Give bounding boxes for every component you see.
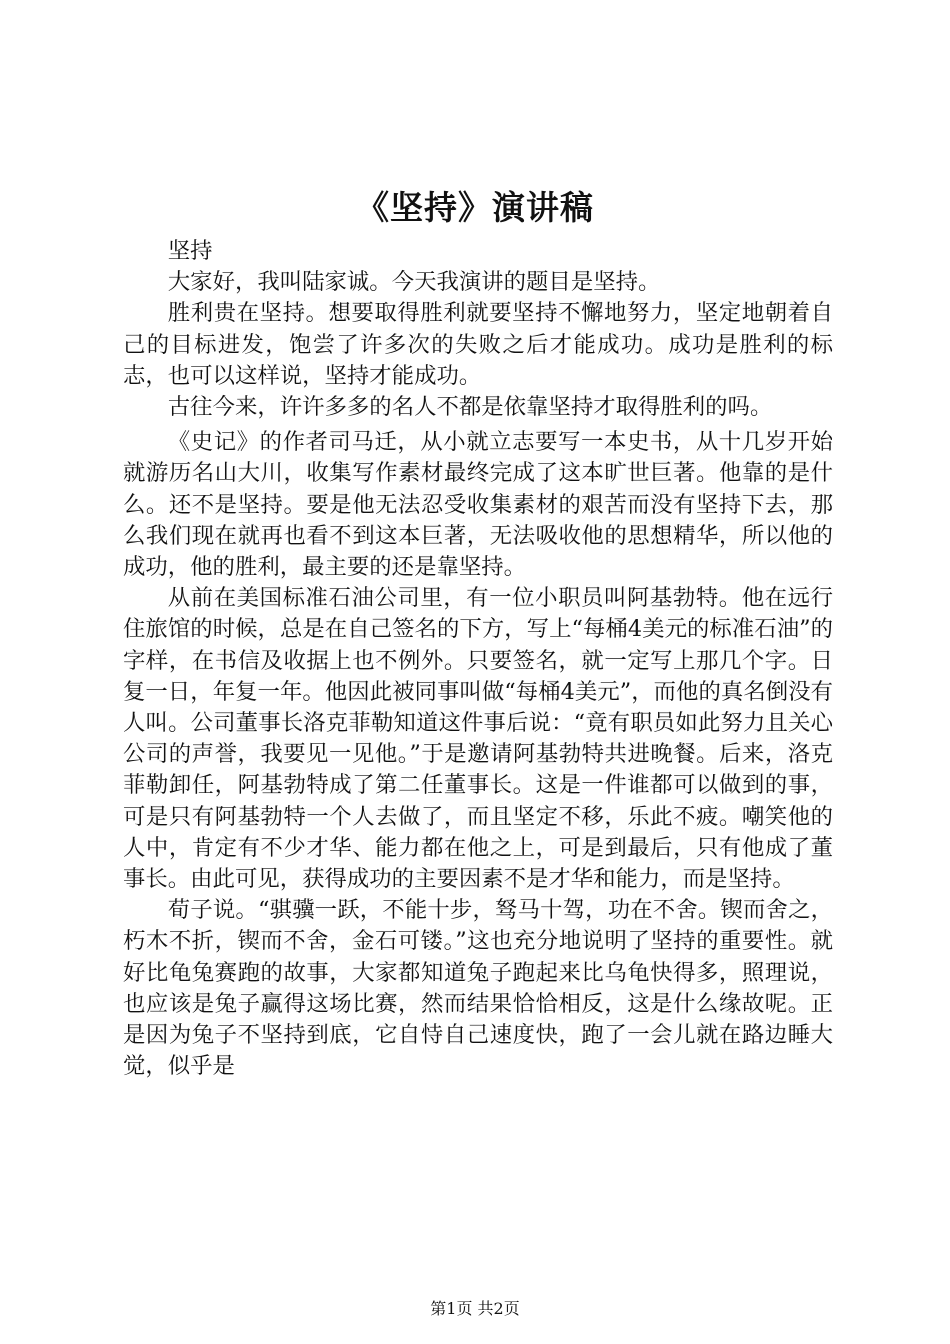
paragraph: 从前在美国标准石油公司里，有一位小职员叫阿基勃特。他在远行住旅馆的时候，总是在自己签名的下方，写上“每桶4美元的标准石油”的字样，在书信及收据上也不例外。只要签名，就一定写上那几个字。日复一日，年复一年。他因此被同事叫做“每桶4美元”，而他的真名倒没有人叫。公司董事长洛克菲勒知道这件事后说：“竟有职员如此努力且关心公司的声誉，我要见一见他。”于是邀请阿基勃特共进晚餐。后来，洛克菲勒卸任，阿基勃特成了第二任董事长。这是一件谁都可以做到的事，可是只有阿基勃特一个人去做了，而且坚定不移，乐此不疲。嘲笑他的人中，肯定有不少才华、能力都在他之上，可是到最后，只有他成了董事长。由此可见，获得成功的主要因素不是才华和能力，而是坚持。 bbox=[123, 585, 833, 893]
paragraph: 《史记》的作者司马迁，从小就立志要写一本史书，从十几岁开始就游历名山大川，收集写作素材最终完成了这本旷世巨著。他靠的是什么。还不是坚持。要是他无法忍受收集素材的艰苦而没有坚持下去，那么我们现在就再也看不到这本巨著，无法吸收他的思想精华，所以他的成功，他的胜利，最主要的还是靠坚持。 bbox=[123, 429, 833, 581]
paragraph: 荀子说。“骐骥一跃，不能十步，驽马十驾，功在不舍。锲而舍之，朽木不折，锲而不舍，金石可镂。”这也充分地说明了坚持的重要性。就好比龟兔赛跑的故事，大家都知道兔子跑起来比乌龟快得多，照理说，也应该是兔子赢得这场比赛，然而结果恰恰相反，这是什么缘故呢。正是因为兔子不坚持到底，它自恃自己速度快，跑了一会儿就在路边睡大觉，似乎是 bbox=[123, 897, 833, 1080]
document-body bbox=[123, 236, 833, 1082]
paragraph-heading: 坚持 bbox=[167, 238, 213, 264]
paragraph: 大家好，我叫陆家诚。今天我演讲的题目是坚持。 bbox=[167, 269, 661, 296]
paragraph: 古往今来，许许多多的名人不都是依靠坚持才取得胜利的吗。 bbox=[167, 394, 773, 421]
document-title: 《坚持》演讲稿 bbox=[356, 188, 594, 227]
page-footer: 第1页 共2页 bbox=[430, 1299, 520, 1318]
paragraph: 胜利贵在坚持。想要取得胜利就要坚持不懈地努力，坚定地朝着自己的目标进发，饱尝了许多次的失败之后才能成功。成功是胜利的标志，也可以这样说，坚持才能成功。 bbox=[123, 300, 833, 389]
